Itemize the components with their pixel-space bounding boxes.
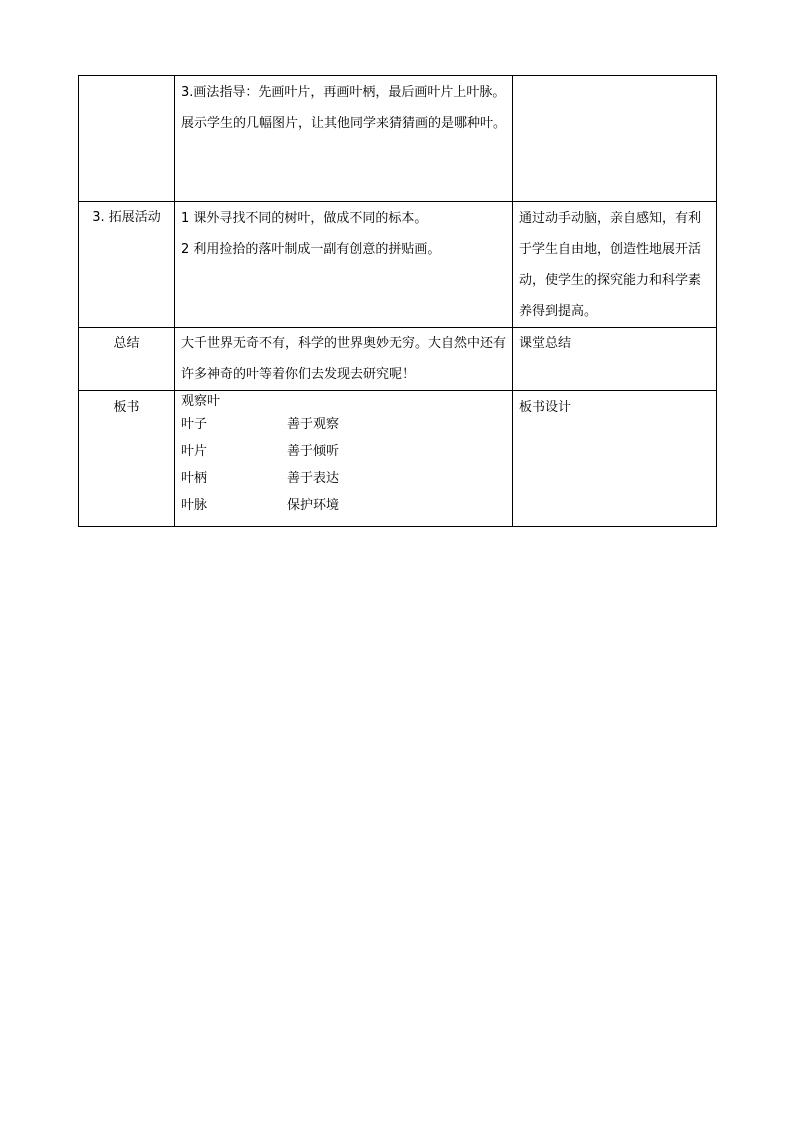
lesson-plan-table xyxy=(78,75,717,527)
row-label-cell xyxy=(79,328,175,391)
table-row xyxy=(79,328,717,391)
note-cell xyxy=(513,76,717,202)
summary-text: 大千世界无奇不有，科学的世界奥妙无穷。大自然中还有许多神奇的叶等着你们去发现去研究呢！ xyxy=(181,336,507,382)
row-note: 课堂总结 xyxy=(519,336,572,351)
table-row xyxy=(79,76,717,202)
board-skill: 善于观察 xyxy=(287,417,340,432)
row-label: 总结 xyxy=(113,336,140,351)
board-term: 叶柄 xyxy=(181,471,208,486)
row-label-cell xyxy=(79,76,175,202)
activity-item: 2 利用捡拾的落叶制成一副有创意的拼贴画。 xyxy=(181,242,441,257)
row-label: 3. 拓展活动 xyxy=(92,210,161,225)
show-pictures-text: 展示学生的几幅图片，让其他同学来猜猜画的是哪种叶。 xyxy=(181,116,507,131)
board-row xyxy=(175,492,512,519)
table-row xyxy=(79,202,717,328)
board-skill: 善于倾听 xyxy=(287,444,340,459)
content-cell xyxy=(175,391,513,527)
drawing-guide-text: 3.画法指导：先画叶片，再画叶柄，最后画叶片上叶脉。 xyxy=(181,85,506,100)
board-title: 观察叶 xyxy=(181,394,221,409)
row-label-cell xyxy=(79,391,175,527)
board-term: 叶脉 xyxy=(181,498,208,513)
board-row xyxy=(175,411,512,438)
note-cell xyxy=(513,391,717,527)
note-cell xyxy=(513,328,717,391)
row-label: 板书 xyxy=(113,400,140,415)
row-note: 通过动手动脑，亲自感知，有利于学生自由地，创造性地展开活动，使学生的探究能力和科学素养得到提高。 xyxy=(519,211,702,319)
content-cell xyxy=(175,202,513,328)
board-row xyxy=(175,438,512,465)
row-note: 板书设计 xyxy=(519,400,572,415)
row-label-cell xyxy=(79,202,175,328)
activity-item: 1 课外寻找不同的树叶，做成不同的标本。 xyxy=(181,211,428,226)
content-cell xyxy=(175,76,513,202)
note-cell xyxy=(513,202,717,328)
board-row xyxy=(175,465,512,492)
board-skill: 善于表达 xyxy=(287,471,340,486)
board-term: 叶子 xyxy=(181,417,208,432)
row-label xyxy=(79,76,174,83)
board-skill: 保护环境 xyxy=(287,498,340,513)
board-term: 叶片 xyxy=(181,444,208,459)
content-cell xyxy=(175,328,513,391)
table-row xyxy=(79,391,717,527)
